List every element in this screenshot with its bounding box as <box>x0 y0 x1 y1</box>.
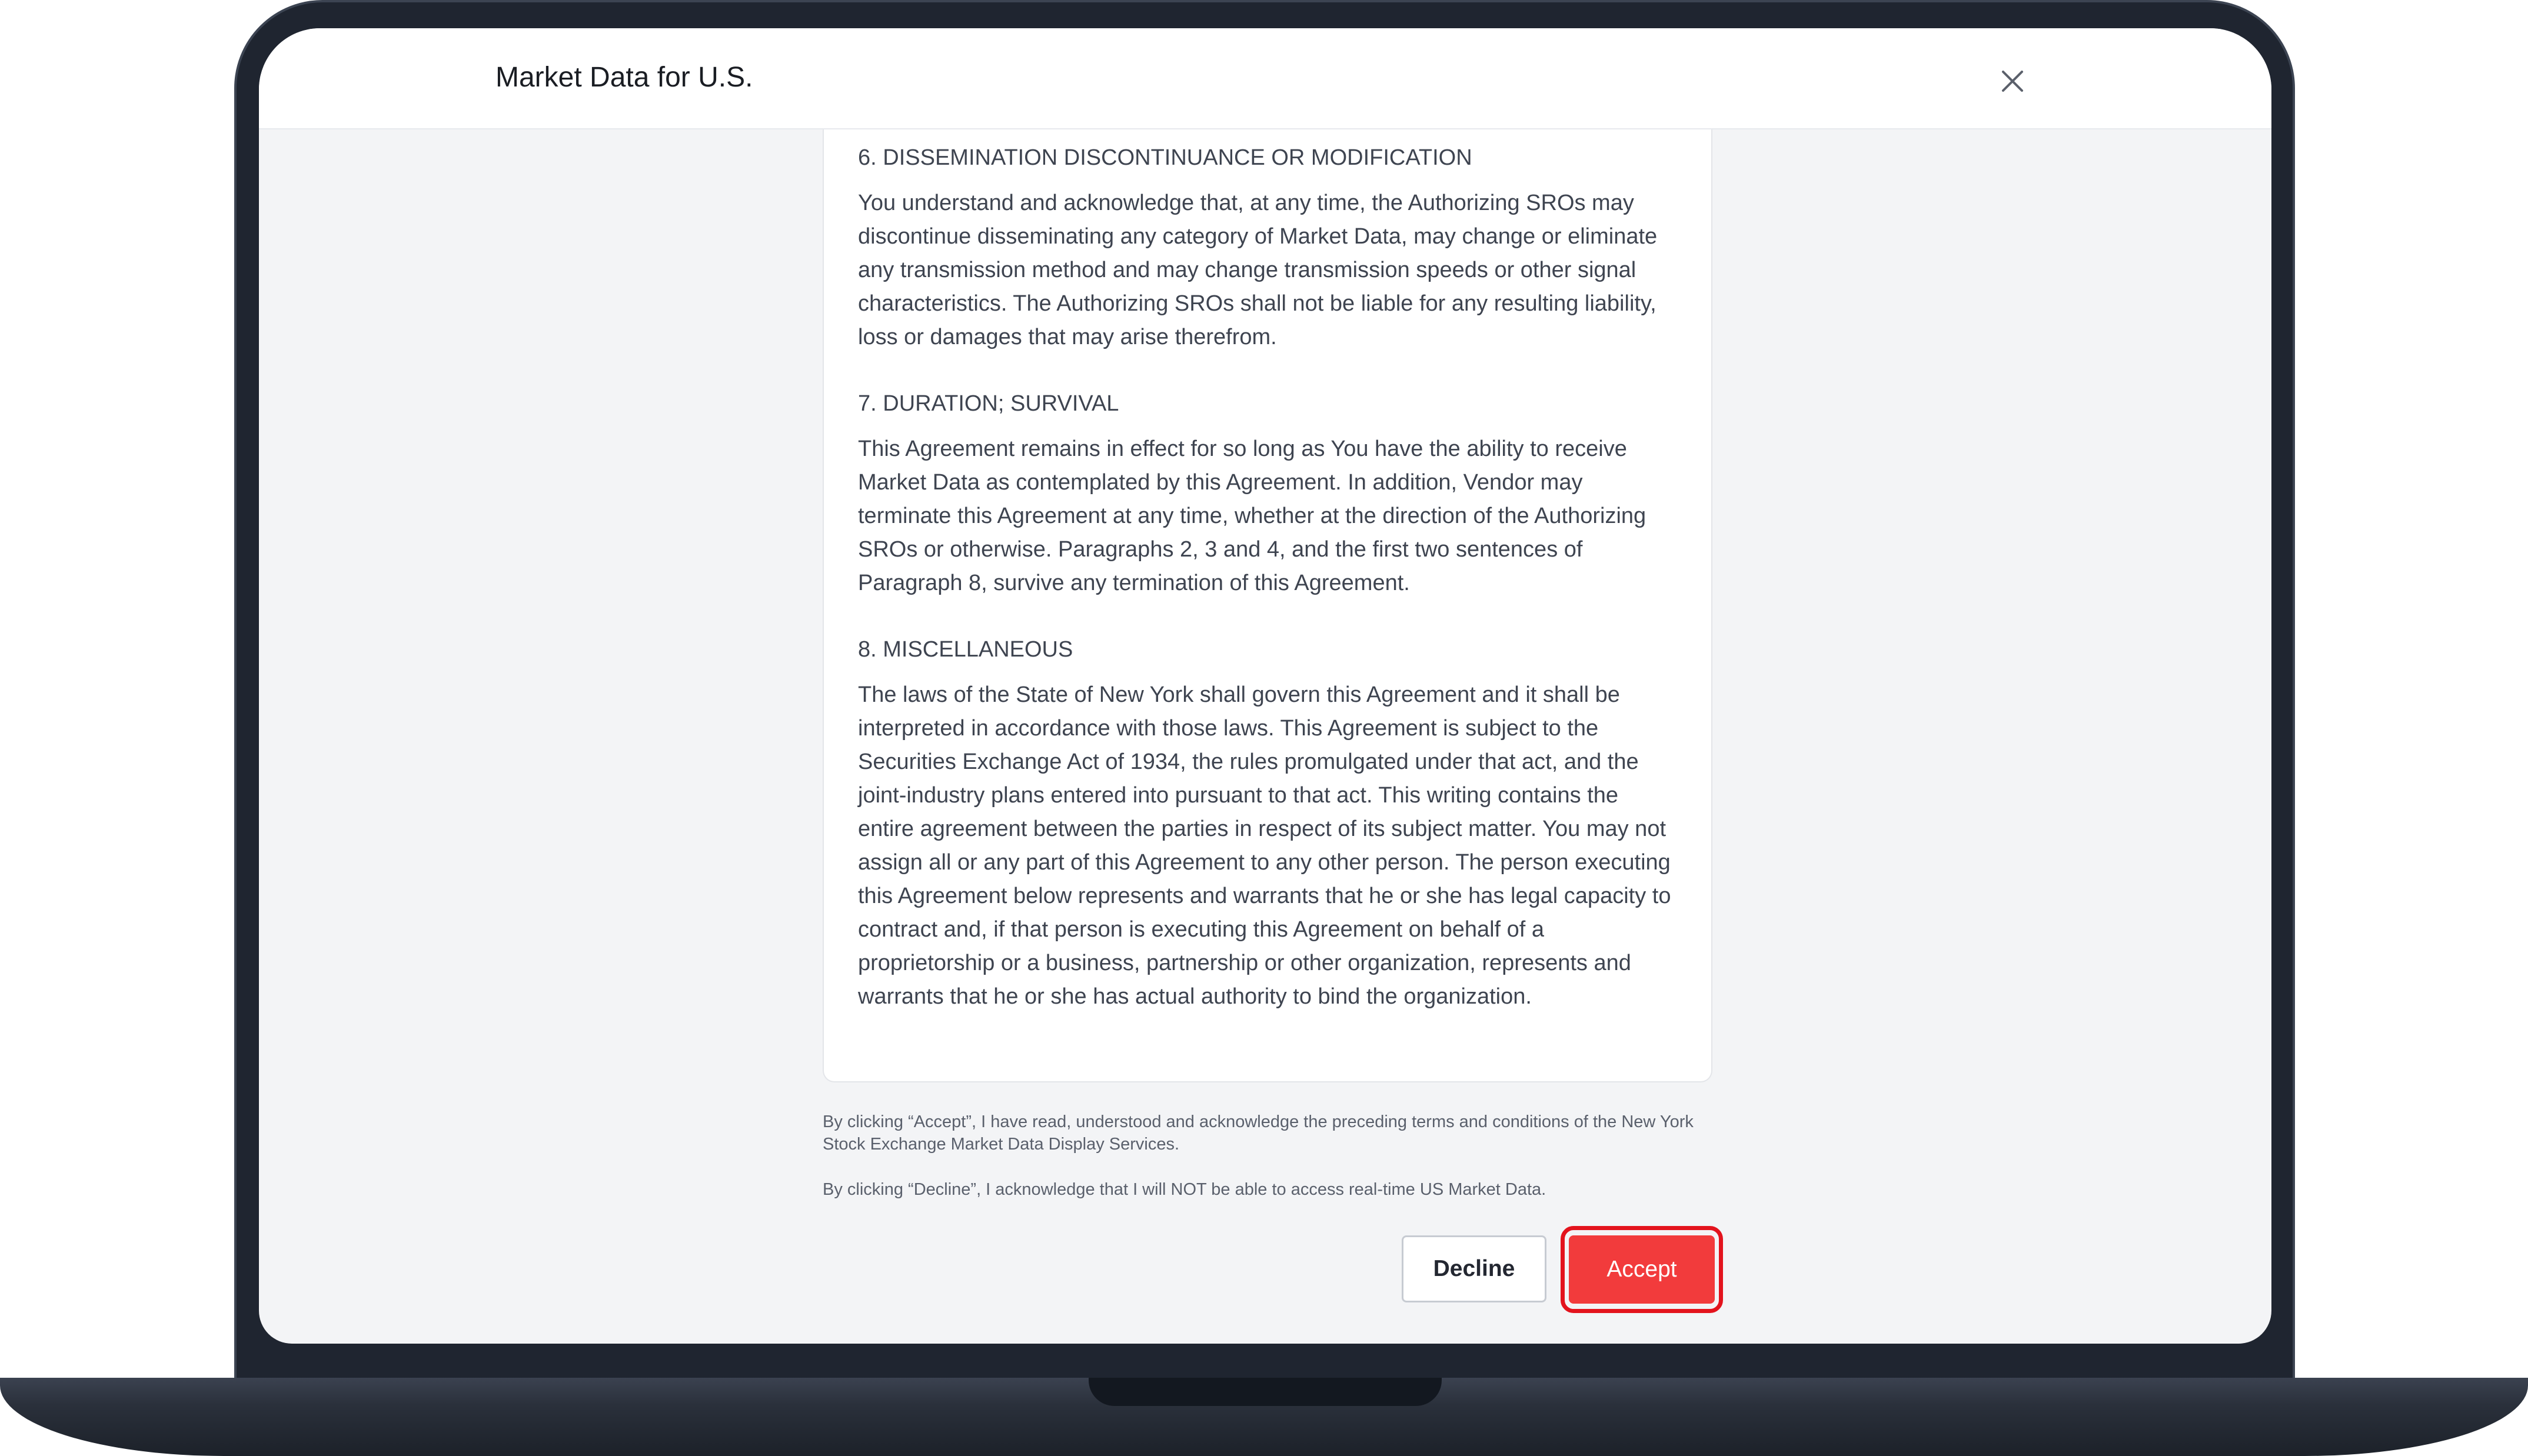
agreement-card[interactable] <box>823 129 1712 1082</box>
section-heading: 7. DURATION; SURVIVAL <box>858 391 1119 416</box>
agreement-section-6 <box>858 141 1678 354</box>
agreement-section-8 <box>858 633 1678 1014</box>
accept-notice: By clicking “Accept”, I have read, understood and acknowledge the preceding terms and conditions of the New York Stock Exchange Market Data Display Services. <box>823 1112 1694 1154</box>
section-heading: 6. DISSEMINATION DISCONTINUANCE OR MODIFICATION <box>858 145 1472 170</box>
decline-notice: By clicking “Decline”, I acknowledge that I will NOT be able to access real-time US Market Data. <box>823 1180 1546 1199</box>
decline-button[interactable]: Decline <box>1402 1235 1546 1302</box>
section-body: You understand and acknowledge that, at any time, the Authorizing SROs may discontinue disseminating any category of Market Data, may change or eliminate any transmission method and may change transmission speeds or other signal characteristics. The Authorizing SROs shall not be liable for any resulting liability, loss or damages that may arise therefrom. <box>858 191 1658 349</box>
section-body: This Agreement remains in effect for so long as You have the ability to receive Market Data as contemplated by this Agreement. In addition, Vendor may terminate this Agreement at any time, whether at the direction of the Authorizing SROs or otherwise. Paragraphs 2, 3 and 4, and the first two sentences of Paragraph 8, survive any termination of this Agreement. <box>858 437 1646 595</box>
screen <box>259 28 2271 1344</box>
accept-button[interactable]: Accept <box>1569 1235 1715 1304</box>
laptop-notch <box>1089 1378 1442 1406</box>
modal-title: Market Data for U.S. <box>495 62 753 93</box>
section-heading: 8. MISCELLANEOUS <box>858 637 1073 662</box>
section-body: The laws of the State of New York shall govern this Agreement and it shall be interpreted in accordance with those laws. This Agreement is subject to the Securities Exchange Act of 1934, the rules promulgated under that act, and the joint-industry plans entered into pursuant to that act. This writing contains the entire agreement between the parties in respect of its subject matter. You may not assign all or any part of this Agreement to any other person. The person executing this Agreement below represents and warrants that he or she has legal capacity to contract and, if that person is executing this Agreement on behalf of a proprietorship or a business, partnership or other organization, represents and warrants that he or she has actual authority to bind the organization. <box>858 682 1671 1009</box>
agreement-section-7 <box>858 387 1678 600</box>
modal-header <box>259 28 2271 129</box>
close-icon[interactable] <box>1996 65 2029 98</box>
